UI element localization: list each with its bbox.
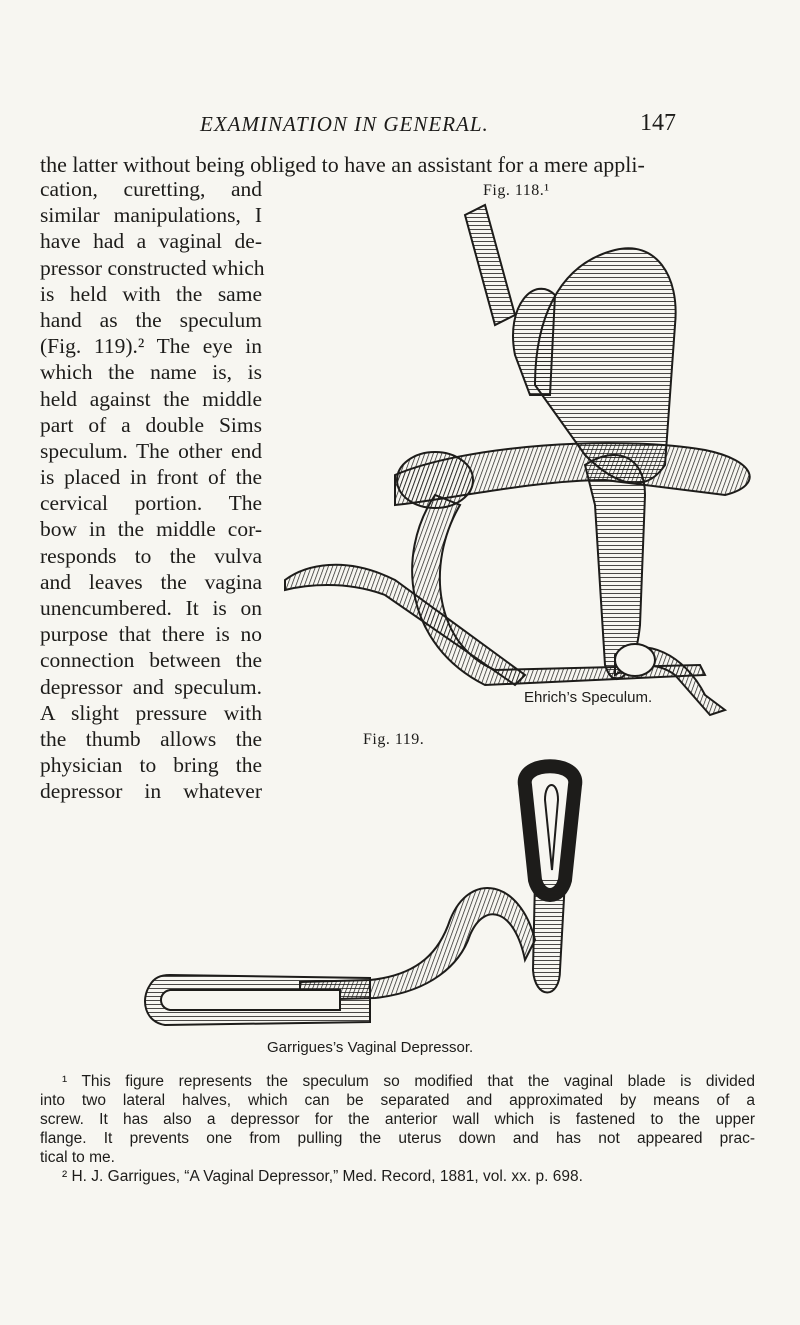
footnote-line: flange. It prevents one from pulling the uterus down and has not appeared prac-	[40, 1130, 755, 1147]
fig119-label: Fig. 119.	[363, 731, 425, 748]
body-line: physician to bring the	[40, 753, 262, 778]
body-line: cervical portion. The	[40, 491, 262, 516]
fig119-caption: Garrigues’s Vaginal Depressor.	[267, 1039, 474, 1056]
body-line: speculum. The other end	[40, 438, 262, 463]
body-line: pressor constructed which	[40, 255, 265, 280]
footnote-1	[40, 1072, 755, 1167]
body-line: the thumb allows the	[40, 726, 262, 751]
fig118-caption: Ehrich’s Speculum.	[524, 689, 653, 706]
body-line: responds to the vulva	[40, 543, 262, 568]
body-line: depressor in whatever	[40, 779, 262, 804]
garrigues-depressor-illustration	[140, 760, 660, 1030]
body-line: have had a vaginal de-	[40, 229, 262, 254]
body-line: A slight pressure with	[40, 700, 262, 725]
body-line: unencumbered. It is on	[40, 596, 262, 620]
body-line: bow in the middle cor-	[40, 517, 262, 542]
body-line: part of a double Sims	[40, 412, 262, 437]
body-first-line: the latter without being obliged to have an assistant for a mere appli-	[40, 152, 645, 177]
fig118-label: Fig. 118.¹	[483, 182, 550, 199]
footnote-2	[40, 1167, 755, 1186]
body-line: cation, curetting, and	[40, 177, 262, 201]
footnote-line: ¹ This figure represents the speculum so modified that the vaginal blade is divided	[62, 1073, 755, 1090]
footnote-line: into two lateral halves, which can be separated and approximated by means of a	[40, 1092, 755, 1109]
running-title: EXAMINATION IN GENERAL.	[200, 112, 489, 136]
ehrich-speculum-illustration	[285, 205, 765, 715]
footnote-line: screw. It has also a depressor for the anterior wall which is fastened to the upper	[40, 1111, 755, 1128]
body-column	[40, 176, 265, 805]
page-number: 147	[640, 110, 676, 136]
body-line: is placed in front of the	[40, 465, 262, 490]
footnotes	[40, 1072, 755, 1186]
body-line: held against the middle	[40, 386, 262, 411]
body-line: is held with the same	[40, 281, 262, 306]
body-line: hand as the speculum	[40, 307, 262, 332]
body-line: which the name is, is	[40, 360, 262, 385]
body-line: similar manipulations, I	[40, 203, 262, 228]
body-line: purpose that there is no	[40, 622, 262, 647]
body-line: depressor and speculum.	[40, 674, 262, 699]
footnote-line: tical to me.	[40, 1149, 115, 1166]
body-line: (Fig. 119).² The eye in	[40, 334, 262, 359]
body-line: and leaves the vagina	[40, 569, 262, 594]
body-line: connection between the	[40, 648, 262, 673]
footnote-line: ² H. J. Garrigues, “A Vaginal Depressor,” Med. Record, 1881, vol. xx. p. 698.	[62, 1168, 583, 1185]
